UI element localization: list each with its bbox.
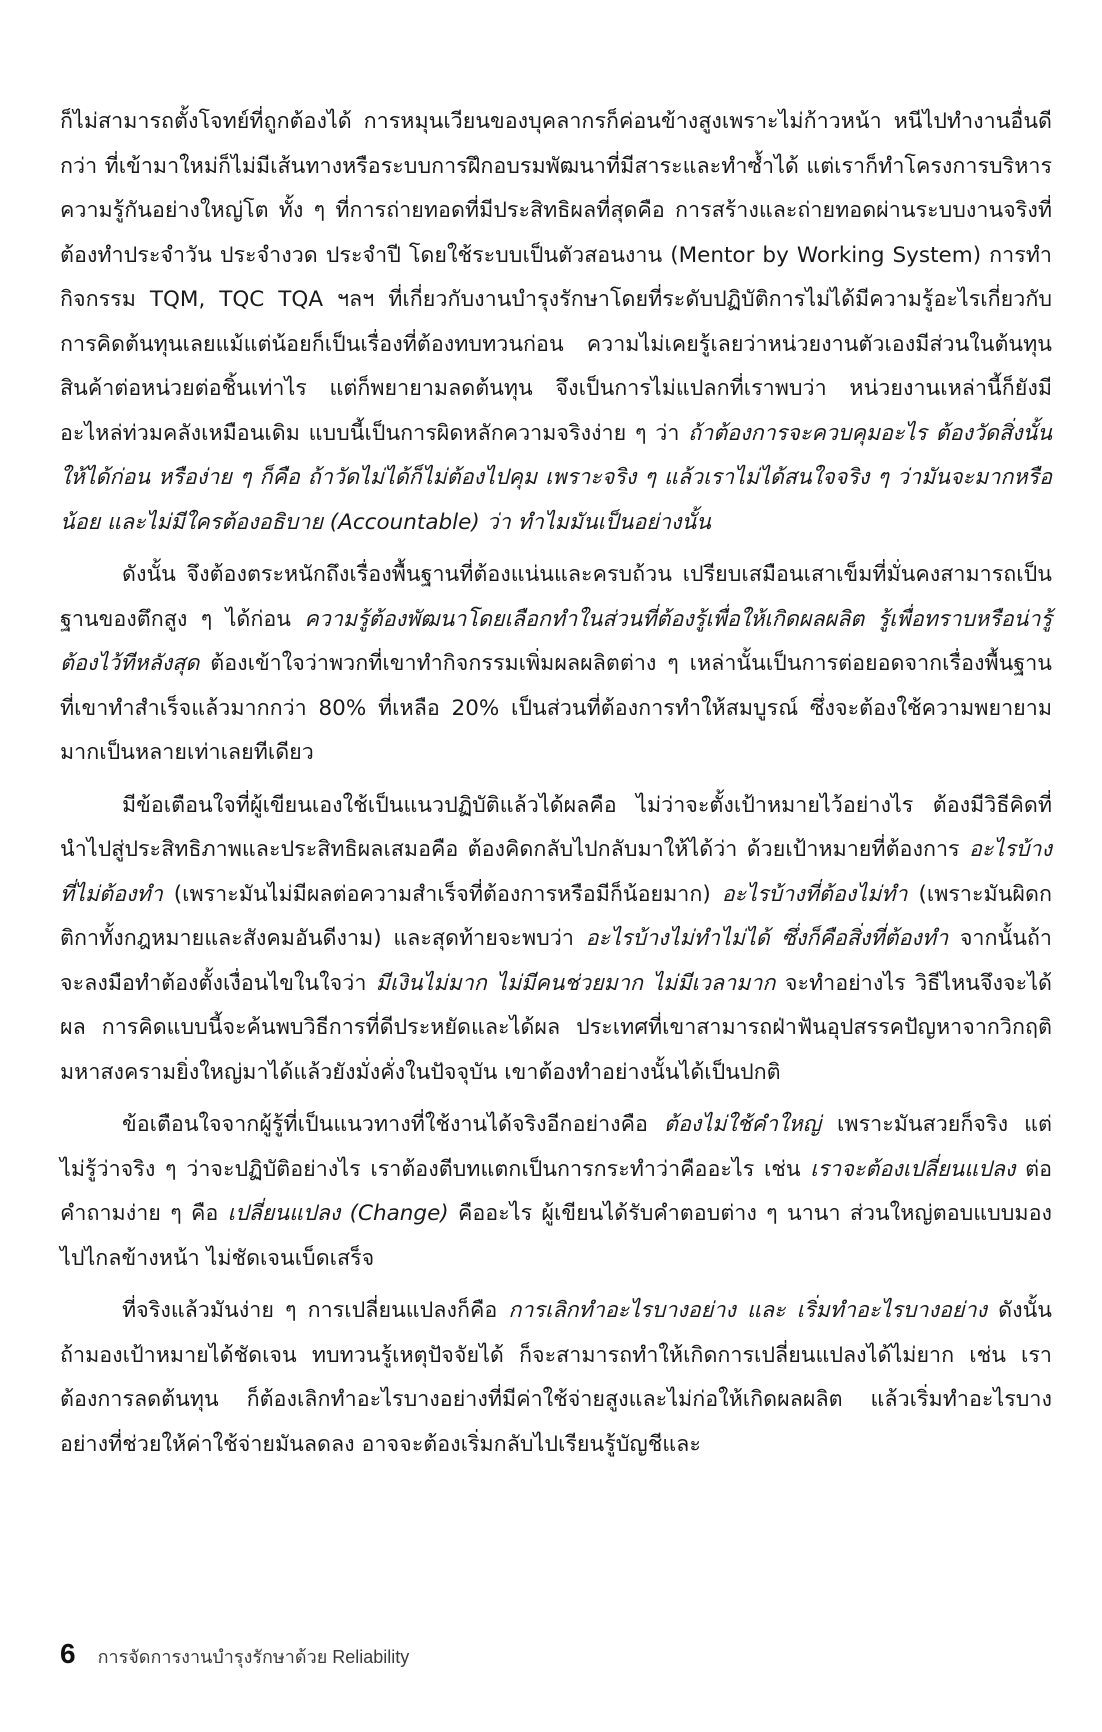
body-text: ต้องเข้าใจว่าพวกที่เขาทำกิจกรรมเพิ่มผลผลิตต่าง ๆ เหล่านั้นเป็นการต่อยอดจากเรื่องพื้นฐานที่เขาทำสำเร็จแล้วมากกว่า 80% ที่เหลือ 20% เป็นส่วนที่ต้องการทำให้สมบูรณ์ ซึ่งจะต้องใช้ความพยายามมากเป็นหลายเท่าเลยทีเดียว	[60, 651, 1052, 765]
body-text: ข้อเตือนใจจากผู้รู้ที่เป็นแนวทางที่ใช้งานได้จริงอีกอย่างคือ	[122, 1112, 665, 1137]
body-text: จากนั้นถ้าจะลงมือทำต้องตั้งเงื่อนไขในใจว่า	[60, 926, 1053, 996]
body-text: (เพราะมันไม่มีผลต่อความสำเร็จที่ต้องการหรือมีก็น้อยมาก)	[162, 881, 722, 907]
italic-text: เราจะต้องเปลี่ยนแปลง	[810, 1156, 1016, 1182]
body-text: ดังนั้น จึงต้องตระหนักถึงเรื่องพื้นฐานที่ต้องแน่นและครบถ้วน เปรียบเสมือนเสาเข็มที่มั่นคงสามารถเป็นฐานของตึกสูง ๆ ได้ก่อน	[60, 562, 1052, 632]
page-body	[60, 100, 1052, 1475]
paragraph	[60, 100, 1052, 545]
body-text: จะทำอย่างไร วิธีไหนจึงจะได้ผล การคิดแบบนี้จะค้นพบวิธีการที่ดีประหยัดและได้ผล ประเทศที่เขาสามารถฝ่าฟันอุปสรรคปัญหาจากวิกฤติมหาสงครามยิ่งใหญ่มาได้แล้วยังมั่งคั่งในปัจจุบัน เขาต้องทำอย่างนั้นได้เป็นปกติ	[60, 970, 1052, 1085]
italic-text: อะไรบ้างที่ต้องไม่ทำ	[721, 881, 908, 907]
body-text: เพราะมันสวยก็จริง แต่ไม่รู้ว่าจริง ๆ ว่าจะปฏิบัติอย่างไร เราต้องตีบทแตกเป็นการกระทำว่าคืออะไร เช่น	[60, 1112, 1052, 1182]
body-text: ที่จริงแล้วมันง่าย ๆ การเปลี่ยนแปลงก็คือ	[122, 1298, 509, 1323]
body-text: คืออะไร ผู้เขียนได้รับคำตอบต่าง ๆ นานา ส่วนใหญ่ตอบแบบมองไปไกลข้างหน้า ไม่ชัดเจนเบ็ดเสร็จ	[60, 1201, 1052, 1271]
italic-text: ต้องไม่ใช้คำใหญ่	[664, 1112, 821, 1137]
body-text: ต่อคำถามง่าย ๆ คือ	[60, 1156, 1052, 1226]
italic-text: เปลี่ยนแปลง (Change)	[227, 1201, 449, 1226]
italic-text: ถ้าต้องการจะควบคุมอะไร ต้องวัดสิ่งนั้นให้ได้ก่อน หรือง่าย ๆ ก็คือ ถ้าวัดไม่ได้ก็ไม่ต้องไปคุม เพราะจริง ๆ แล้วเราไม่ได้สนใจจริง ๆ ว่ามันจะมากหรือน้อย และไม่มีใครต้องอธิบาย (Accountable) ว่า ทำไมมันเป็นอย่างนั้น	[60, 420, 1053, 535]
body-text: (เพราะมันผิดกติกาทั้งกฎหมายและสังคมอันดีงาม) และสุดท้ายจะพบว่า	[60, 881, 1052, 951]
paragraph	[60, 553, 1052, 776]
italic-text: อะไรบ้างที่ไม่ต้องทำ	[60, 837, 1052, 907]
italic-text: อะไรบ้างไม่ทำไม่ได้ ซึ่งก็คือสิ่งที่ต้องทำ	[585, 926, 949, 951]
body-text: ดังนั้น ถ้ามองเป้าหมายได้ชัดเจน ทบทวนรู้เหตุปัจจัยได้ ก็จะสามารถทำให้เกิดการเปลี่ยนแปลงได้ไม่ยาก เช่น เราต้องการลดต้นทุน ก็ต้องเลิกทำอะไรบางอย่างที่มีค่าใช้จ่ายสูงและไม่ก่อให้เกิดผลผลิต แล้วเริ่มทำอะไรบางอย่างที่ช่วยให้ค่าใช้จ่ายมันลดลง อาจจะต้องเริ่มกลับไปเรียนรู้บัญชีและ	[60, 1298, 1052, 1457]
italic-text: การเลิกทำอะไรบางอย่าง และ เริ่มทำอะไรบางอย่าง	[508, 1298, 988, 1323]
body-text: มีข้อเตือนใจที่ผู้เขียนเองใช้เป็นแนวปฏิบัติแล้วได้ผลคือ ไม่ว่าจะตั้งเป้าหมายไว้อย่างไร ต้องมีวิธีคิดที่นำไปสู่ประสิทธิภาพและประสิทธิผลเสมอคือ ต้องคิดกลับไปกลับมาให้ได้ว่า ด้วยเป้าหมายที่ต้องการ	[60, 792, 1052, 862]
paragraph	[60, 784, 1052, 1096]
page-footer	[60, 1638, 409, 1671]
page-number: 6	[60, 1638, 76, 1669]
body-text: ก็ไม่สามารถตั้งโจทย์ที่ถูกต้องได้ การหมุนเวียนของบุคลากรก็ค่อนข้างสูงเพราะไม่ก้าวหน้า หนีไปทำงานอื่นดีกว่า ที่เข้ามาใหม่ก็ไม่มีเส้นทางหรือระบบการฝึกอบรมพัฒนาที่มีสาระและทำซ้ำได้ แต่เราก็ทำโครงการบริหารความรู้กันอย่างใหญ่โต ทั้ง ๆ ที่การถ่ายทอดที่มีประสิทธิผลที่สุดคือ การสร้างและถ่ายทอดผ่านระบบงานจริงที่ต้องทำประจำวัน ประจำงวด ประจำปี โดยใช้ระบบเป็นตัวสอนงาน (Mentor by Working System) การทำกิจกรรม TQM, TQC TQA ฯลฯ ที่เกี่ยวกับงานบำรุงรักษาโดยที่ระดับปฏิบัติการไม่ได้มีความรู้อะไรเกี่ยวกับการคิดต้นทุนเลยแม้แต่น้อยก็เป็นเรื่องที่ต้องทบทวนก่อน ความไม่เคยรู้เลยว่าหน่วยงานตัวเองมีส่วนในต้นทุนสินค้าต่อหน่วยต่อชิ้นเท่าไร แต่ก็พยายามลดต้นทุน จึงเป็นการไม่แปลกที่เราพบว่า หน่วยงานเหล่านี้ก็ยังมีอะไหล่ท่วมคลังเหมือนเดิม แบบนี้เป็นการผิดหลักความจริงง่าย ๆ ว่า	[60, 109, 1052, 446]
italic-text: มีเงินไม่มาก ไม่มีคนช่วยมาก ไม่มีเวลามาก	[375, 970, 776, 996]
running-title: การจัดการงานบำรุงรักษาด้วย Reliability	[97, 1647, 410, 1667]
paragraph	[60, 1103, 1052, 1281]
paragraph	[60, 1289, 1052, 1467]
italic-text: ความรู้ต้องพัฒนาโดยเลือกทำในส่วนที่ต้องรู้เพื่อให้เกิดผลผลิต รู้เพื่อทราบหรือน่ารู้ต้องไว้ทีหลังสุด	[60, 606, 1052, 676]
